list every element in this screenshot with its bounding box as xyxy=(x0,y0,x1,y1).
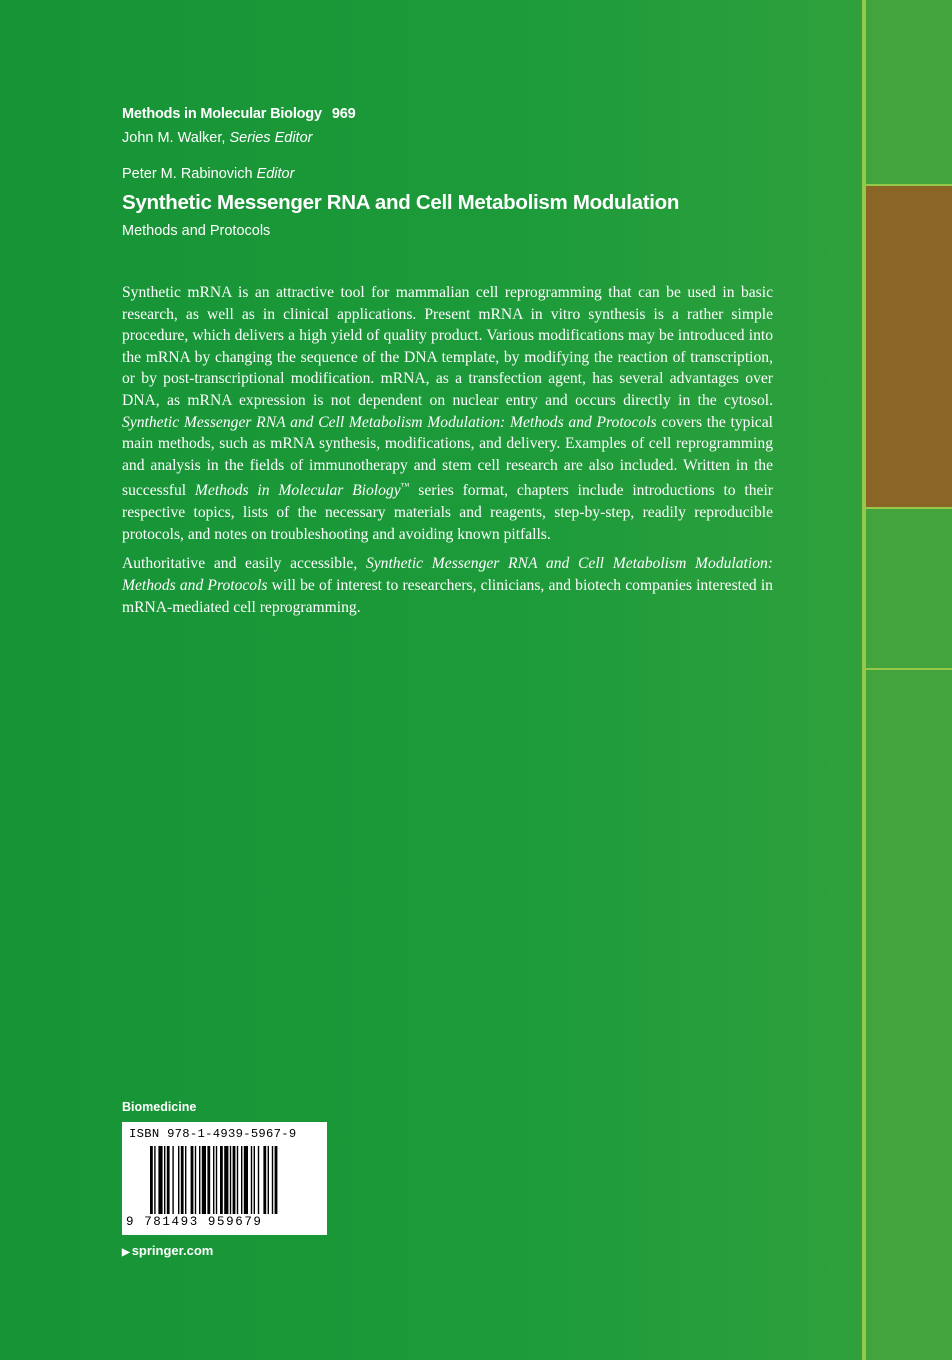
barcode-bar xyxy=(237,1146,238,1214)
series-volume: 969 xyxy=(331,106,356,122)
series-editor xyxy=(122,130,312,146)
description-text: Authoritative and easily accessible, xyxy=(122,555,358,573)
book-description xyxy=(122,282,773,626)
spine-divider xyxy=(866,184,952,186)
series-editor-role: Series Editor xyxy=(229,130,313,146)
publisher-website[interactable] xyxy=(122,1243,213,1258)
barcode-bar xyxy=(191,1146,194,1214)
barcode-bar xyxy=(244,1146,248,1214)
trademark-symbol: ™ xyxy=(400,481,410,492)
isbn-barcode xyxy=(122,1122,327,1235)
barcode-bar xyxy=(224,1146,228,1214)
description-paragraph xyxy=(122,553,773,618)
barcode-bar xyxy=(150,1146,153,1214)
series-title xyxy=(122,106,355,122)
book-editor xyxy=(122,166,294,182)
barcode-bar xyxy=(207,1146,210,1214)
description-series-name: Methods in Molecular Biology xyxy=(194,482,401,500)
series-editor-name: John M. Walker, xyxy=(122,130,226,146)
barcode-bar xyxy=(272,1146,273,1214)
spine-divider xyxy=(866,507,952,509)
description-book-title: Synthetic Messenger RNA and Cell Metabolism Modulation: Methods and Protocols xyxy=(122,555,773,594)
barcode-bar xyxy=(172,1146,173,1214)
description-paragraph xyxy=(122,282,773,545)
barcode-bar xyxy=(230,1146,231,1214)
description-text: covers the typical main methods, such as mRNA synthesis, modifications, and delivery. Examples of cell reprogramming and analysis in the fields of immunotherapy and stem cell research are also included. Written in the successful xyxy=(122,413,773,500)
barcode-bar xyxy=(185,1146,186,1214)
description-text: Synthetic mRNA is an attractive tool for mammalian cell reprogramming that can be used in basic research, as well as in clinical applications. Present mRNA in vitro synthesis is a rather simple procedure, which delivers a high yield of quality product. Various modifications may be introduced into the mRNA by changing the sequence of the DNA template, by modifying the reaction of transcription, or by post-transcriptional modification. mRNA, as a transfection agent, has several advantages over DNA, as mRNA expression is not dependent on nuclear entry and occurs directly in the cytosol. xyxy=(122,284,773,409)
spine-divider xyxy=(866,668,952,670)
barcode-bar xyxy=(258,1146,259,1214)
description-text: series format, chapters include introductions to their respective topics, lists of the necessary materials and reagents, step-by-step, readily reproducible protocols, and notes on troubleshooting and avoiding known pitfalls. xyxy=(122,482,773,543)
description-book-title: Synthetic Messenger RNA and Cell Metabolism Modulation: Methods and Protocols xyxy=(122,413,657,431)
barcode-bars xyxy=(150,1146,320,1222)
barcode-bar xyxy=(164,1146,165,1214)
barcode-bar xyxy=(241,1146,242,1214)
barcode-bar xyxy=(178,1146,179,1214)
barcode-bar xyxy=(195,1146,196,1214)
barcode-bar xyxy=(199,1146,200,1214)
isbn-label: ISBN 978-1-4939-5967-9 xyxy=(129,1127,297,1141)
arrow-right-icon: ▶ xyxy=(122,1247,130,1258)
book-editor-name: Peter M. Rabinovich xyxy=(122,166,253,182)
barcode-bar xyxy=(233,1146,236,1214)
barcode-bar xyxy=(251,1146,252,1214)
book-title: Synthetic Messenger RNA and Cell Metabolism Modulation xyxy=(122,191,680,214)
barcode-bar xyxy=(220,1146,223,1214)
barcode-bar xyxy=(268,1146,269,1214)
barcode-bar xyxy=(213,1146,214,1214)
website-text: springer.com xyxy=(131,1243,214,1258)
barcode-bar xyxy=(158,1146,162,1214)
barcode-bar xyxy=(263,1146,266,1214)
barcode-bar xyxy=(181,1146,184,1214)
barcode-bar xyxy=(167,1146,170,1214)
series-name: Methods in Molecular Biology xyxy=(122,106,322,122)
subject-category: Biomedicine xyxy=(122,1100,197,1114)
barcode-bar xyxy=(216,1146,217,1214)
barcode-bar xyxy=(154,1146,155,1214)
spine-brown-block xyxy=(866,186,952,508)
barcode-bar xyxy=(275,1146,278,1214)
barcode-bar xyxy=(202,1146,206,1214)
book-subtitle: Methods and Protocols xyxy=(122,223,271,239)
isbn-digits: 9 781493 959679 xyxy=(126,1215,263,1229)
barcode-bar xyxy=(254,1146,255,1214)
description-text: will be of interest to researchers, clinicians, and biotech companies interested in mRNA-mediated cell reprogramming. xyxy=(122,576,773,616)
book-editor-role: Editor xyxy=(256,166,295,182)
